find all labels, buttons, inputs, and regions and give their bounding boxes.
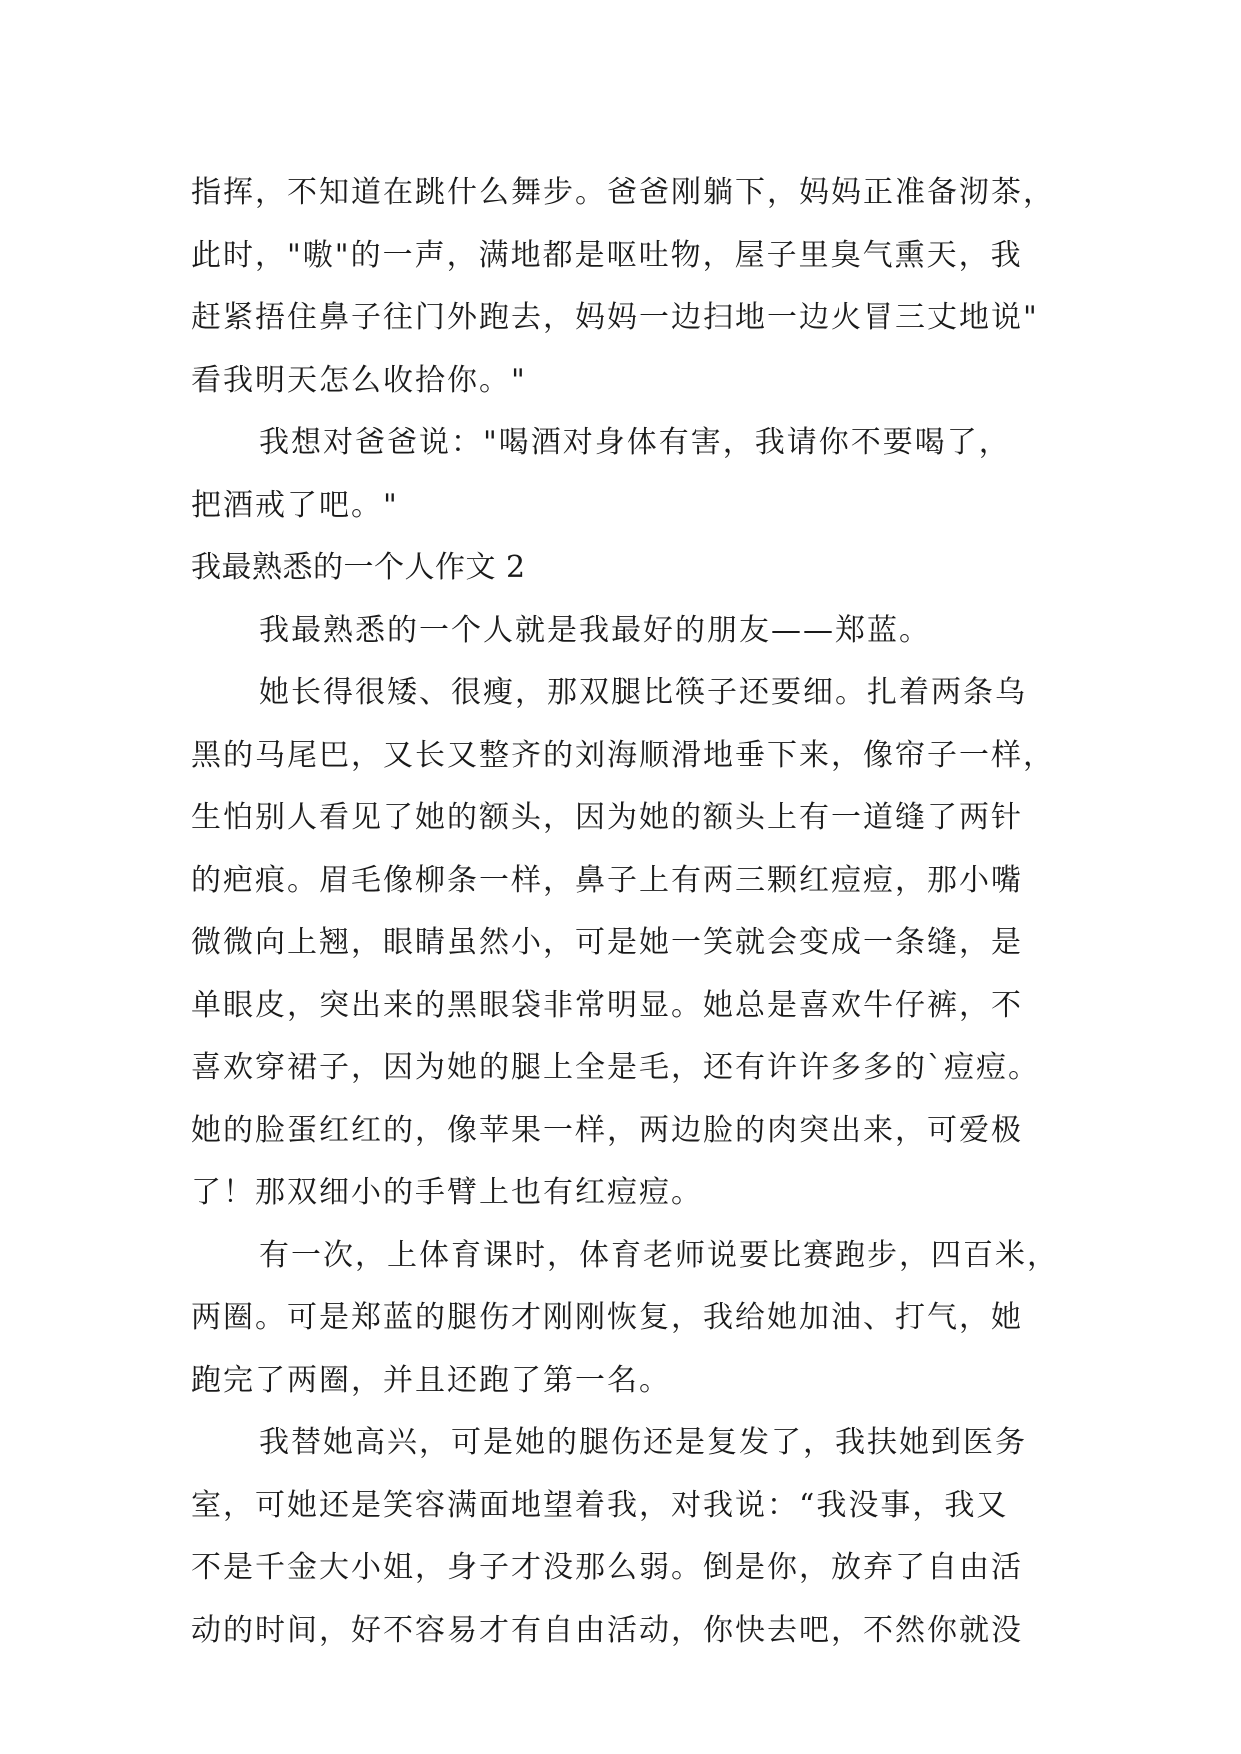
paragraph-first-line: 我最熟悉的一个人就是我最好的朋友——郑蓝。 bbox=[259, 612, 931, 648]
text-line: 了！那双细小的手臂上也有红痘痘。 bbox=[191, 1175, 703, 1210]
essay-title: 我最熟悉的一个人作文 2 bbox=[191, 550, 526, 585]
essay-body bbox=[191, 162, 1061, 1662]
text-line: 她的脸蛋红红的，像苹果一样，两边脸的肉突出来，可爱极 bbox=[191, 1112, 1023, 1148]
text-line: 动的时间，好不容易才有自由活动，你快去吧，不然你就没 bbox=[191, 1612, 1023, 1648]
text-line: 不是千金大小姐，身子才没那么弱。倒是你，放弃了自由活 bbox=[191, 1550, 1023, 1585]
text-line: 两圈。可是郑蓝的腿伤才刚刚恢复，我给她加油、打气，她 bbox=[191, 1300, 1023, 1335]
text-line: 跑完了两圈，并且还跑了第一名。 bbox=[191, 1362, 671, 1398]
text-line: 生怕别人看见了她的额头，因为她的额头上有一道缝了两针 bbox=[191, 800, 1023, 835]
text-line: 室，可她还是笑容满面地望着我，对我说：“我没事，我又 bbox=[191, 1487, 1009, 1523]
text-line: 的疤痕。眉毛像柳条一样，鼻子上有两三颗红痘痘，那小嘴 bbox=[191, 862, 1023, 898]
text-line: 把酒戒了吧。" bbox=[191, 487, 399, 523]
text-line: 单眼皮，突出来的黑眼袋非常明显。她总是喜欢牛仔裤，不 bbox=[191, 987, 1023, 1023]
text-line: 黑的马尾巴，又长又整齐的刘海顺滑地垂下来，像帘子一样， bbox=[191, 737, 1055, 773]
text-line: 赶紧捂住鼻子往门外跑去，妈妈一边扫地一边火冒三丈地说" bbox=[191, 300, 1039, 335]
paragraph-first-line: 我想对爸爸说："喝酒对身体有害，我请你不要喝了， bbox=[259, 425, 1011, 460]
text-line: 指挥，不知道在跳什么舞步。爸爸刚躺下，妈妈正准备沏茶， bbox=[191, 175, 1055, 210]
text-line: 微微向上翘，眼睛虽然小，可是她一笑就会变成一条缝，是 bbox=[191, 925, 1023, 960]
text-line: 喜欢穿裙子，因为她的腿上全是毛，还有许许多多的`痘痘。 bbox=[191, 1050, 1040, 1085]
paragraph-first-line: 她长得很矮、很瘦，那双腿比筷子还要细。扎着两条乌 bbox=[259, 675, 1027, 710]
text-line: 看我明天怎么收拾你。" bbox=[191, 362, 527, 398]
paragraph-first-line: 有一次，上体育课时，体育老师说要比赛跑步，四百米， bbox=[259, 1237, 1059, 1273]
paragraph-first-line: 我替她高兴，可是她的腿伤还是复发了，我扶她到医务 bbox=[259, 1425, 1027, 1460]
text-line: 此时，"嗷"的一声，满地都是呕吐物，屋子里臭气熏天，我 bbox=[191, 237, 1023, 273]
